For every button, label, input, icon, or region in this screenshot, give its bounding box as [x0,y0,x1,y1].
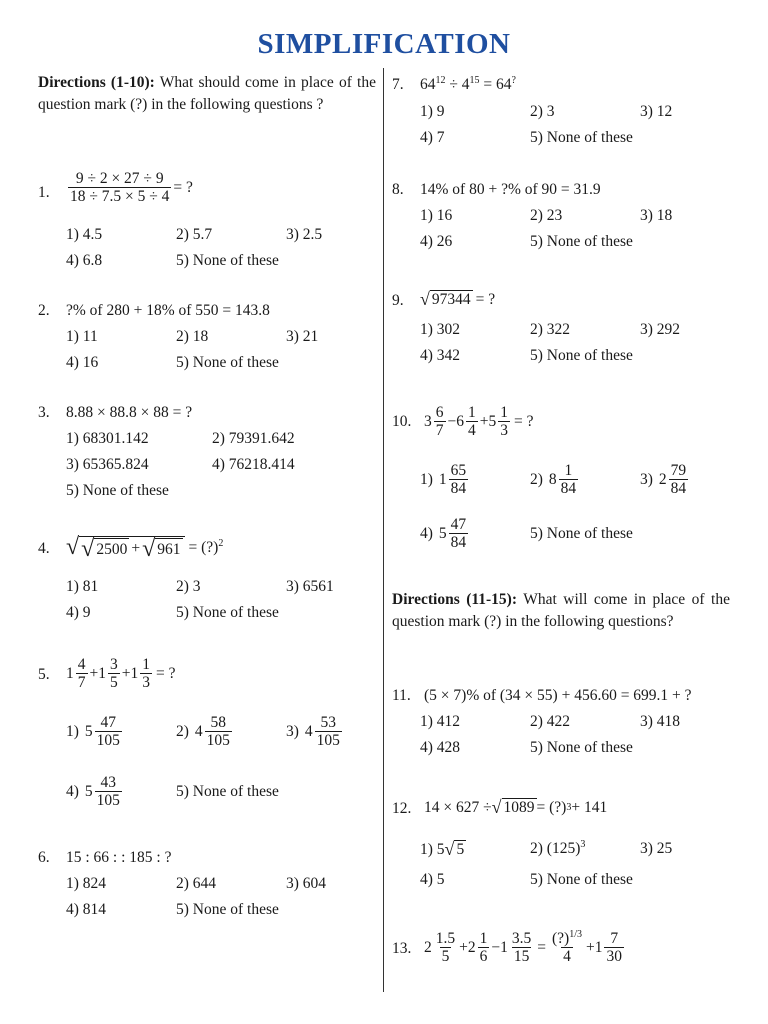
q11-option-2: 2) 422 [530,713,571,730]
q8-option-3: 3) 18 [640,207,673,224]
q7-option-4: 4) 7 [420,129,445,146]
q5-option-2: 2) 4 $\frac{58}{105}$ [176,714,230,749]
q10-fraction-1: $\frac{6}{7}$ [435,404,444,439]
q1-rhs: = ? [173,178,193,196]
q9-option-1: 1) 302 [420,321,461,338]
q1-fraction [68,170,171,205]
q12-number: 12. [392,800,412,817]
q4-option-5: 5) None of these [176,604,279,621]
q8-number: 8. [392,181,404,198]
q7-option-2: 2) 3 [530,103,555,120]
directions-label: Directions (11-15): [392,591,518,608]
q12-option-3: 3) 25 [640,840,673,857]
q6-option-4: 4) 814 [66,901,107,918]
q4-outer-radicand [79,536,184,560]
q8-option-4: 4) 26 [420,233,453,250]
q5-number: 5. [38,666,50,683]
directions-1-10 [38,72,376,116]
q13-number: 13. [392,940,412,957]
q2-option-5: 5) None of these [176,354,279,371]
q5-fraction-3: $\frac{1}{3}$ [142,656,150,691]
q5-option-4: 4) 5 $\frac{43}{105}$ [66,774,120,809]
q4-root-1: √ 2500 [81,536,128,562]
q11-text: (5 × 7)% of (34 × 55) + 456.60 = 699.1 + ? [424,687,692,704]
q6-option-2: 2) 644 [176,875,217,892]
q9-option-5: 5) None of these [530,347,633,364]
q1-number: 1. [38,184,50,201]
q8-option-1: 1) 16 [420,207,453,224]
q4-radicand-1: 2500 [94,538,129,560]
q10-option-2: 2) 8 $\frac{1}{84}$ [530,462,577,497]
q4-option-4: 4) 9 [66,604,91,621]
q5-option-3: 3) 4 $\frac{53}{105}$ [286,714,340,749]
q4-option-3: 3) 6561 [286,578,334,595]
q10-option-1: 1) 1 $\frac{65}{84}$ [420,462,467,497]
q12-option-4: 4) 5 [420,871,445,888]
q11-option-5: 5) None of these [530,739,633,756]
q10-fraction-2: $\frac{1}{4}$ [468,404,476,439]
q12-expression: 14 × 627 ÷ √ 1089 = (?) 3 + 141 [424,797,608,817]
q3-option-5: 5) None of these [66,482,169,499]
q12-option-2: 2) $(125)^3$ [530,838,586,857]
q4-plus: + [131,540,141,557]
q5-fraction-1: $\frac{4}{7}$ [77,656,86,691]
q1-option-5: 5) None of these [176,252,279,269]
q9-option-4: 4) 342 [420,347,461,364]
q5-fraction-2: $\frac{3}{5}$ [110,656,118,691]
q12-root: √ 1089 [491,797,535,817]
q4-number: 4. [38,540,50,557]
directions-text: What should come in place of the question mark (?) in the following questions ? [38,74,376,113]
q6-option-1: 1) 824 [66,875,107,892]
q4-radicand-2: 961 [155,538,182,560]
q2-option-3: 3) 21 [286,328,319,345]
q2-text: ?% of 280 + 18% of 550 = 143.8 [66,302,270,319]
q11-number: 11. [392,687,411,704]
q9-option-3: 3) 292 [640,321,681,338]
q10-option-4: 4) 5 $\frac{47}{84}$ [420,516,467,551]
directions-11-15 [392,589,730,633]
column-divider [383,68,384,992]
q3-option-3: 3) 65365.824 [66,456,149,473]
q11-option-4: 4) 428 [420,739,461,756]
q4-option-2: 2) 3 [176,578,201,595]
q3-text: 8.88 × 88.8 × 88 = ? [66,404,193,421]
q4-outer-radical-sign: √ [66,534,80,560]
q7-expression: $64^{12} \div 4^{15} = 64^?$ [420,74,516,93]
q6-text: 15 : 66 : : 185 : ? [66,849,172,866]
q10-option-3: 3) 2 $\frac{79}{84}$ [640,462,687,497]
q10-number: 10. [392,413,412,430]
page-title: SIMPLIFICATION [257,28,511,60]
q2-option-2: 2) 18 [176,328,209,345]
q3-number: 3. [38,404,50,421]
q10-option-5: 5) None of these [530,525,633,542]
q9-option-2: 2) 322 [530,321,571,338]
q7-option-1: 1) 9 [420,103,445,120]
q5-option-5: 5) None of these [176,783,279,800]
q3-option-1: 1) 68301.142 [66,430,149,447]
directions-label: Directions (1-10): [38,74,155,91]
q8-option-5: 5) None of these [530,233,633,250]
q5-option-1: 1) 5 $\frac{47}{105}$ [66,714,120,749]
q5-expression: 1 $\frac{4}{7}$ + 1 $\frac{3}{5}$ + 1 $\frac{1}{3}$ = ? [66,656,176,691]
q9-root: √ 97344 [420,289,471,309]
q2-option-4: 4) 16 [66,354,99,371]
q1-option-1: 1) 4.5 [66,226,103,243]
q10-expression: 3 $\frac{6}{7}$ − 6 $\frac{1}{4}$ + 5 $\frac{1}{3}$ = ? [424,404,534,439]
q10-fraction-3: $\frac{1}{3}$ [500,404,508,439]
q4-expression [66,536,223,560]
q1-denominator: 18 ÷ 7.5 × 5 ÷ 4 [70,188,170,205]
q4-root-2: √ 961 [142,536,181,562]
q4-rhs: = (?)$^2$ [188,537,224,556]
q2-option-1: 1) 11 [66,328,98,345]
q6-number: 6. [38,849,50,866]
q2-number: 2. [38,302,50,319]
q8-text: 14% of 80 + ?% of 90 = 31.9 [420,181,601,198]
q1-expression [66,170,193,205]
q13-expression: 2 $\frac{1.5}{5}$ + 2 $\frac{1}{6}$ − 1 $\frac{3.5}{15}$ = $\frac{(?)^{1/3}}{4}$ + 1 $\frac{7}{30}$ [424,928,622,965]
q6-option-3: 3) 604 [286,875,327,892]
q12-option-1: 1) 5 √ 5 [420,839,465,859]
q7-number: 7. [392,76,404,93]
q1-numerator: 9 ÷ 2 × 27 ÷ 9 [75,170,164,187]
q12-radicand: 1089 [503,799,535,816]
q11-option-1: 1) 412 [420,713,461,730]
q11-option-3: 3) 418 [640,713,681,730]
q9-radicand: 97344 [431,291,471,308]
q3-option-4: 4) 76218.414 [212,456,295,473]
q7-option-5: 5) None of these [530,129,633,146]
q4-option-1: 1) 81 [66,578,99,595]
q4-outer-root [66,536,185,560]
q9-number: 9. [392,292,404,309]
q6-option-5: 5) None of these [176,901,279,918]
q1-option-4: 4) 6.8 [66,252,103,269]
q1-option-3: 3) 2.5 [286,226,323,243]
q9-expression: √ 97344 = ? [420,289,496,309]
q1-option-2: 2) 5.7 [176,226,213,243]
q8-option-2: 2) 23 [530,207,563,224]
q7-option-3: 3) 12 [640,103,673,120]
directions-text: What will come in place of the question mark (?) in the following questions? [392,591,730,630]
q12-option-5: 5) None of these [530,871,633,888]
q3-option-2: 2) 79391.642 [212,430,295,447]
